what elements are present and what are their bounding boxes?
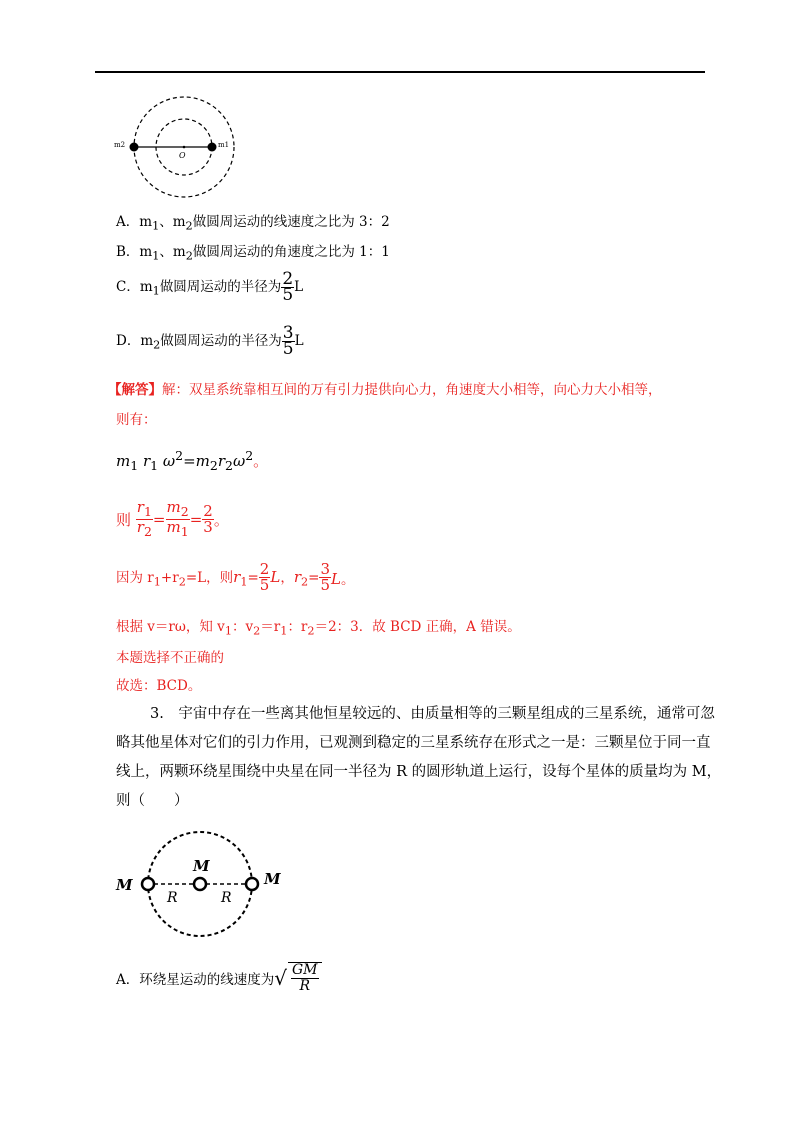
star-center: [194, 878, 206, 890]
label-right-M: M: [264, 870, 281, 888]
option-b: B．$m_1$、$m_2$做圆周运动的角速度之比为 1：1: [116, 244, 390, 263]
option-d: D．$m_2$做圆周运动的半径为 $\frac{3}{5}$ L: [116, 323, 304, 359]
option-a: A．$m_1$、$m_2$做圆周运动的线速度之比为 3：2: [116, 214, 390, 233]
label-right-R: R: [221, 890, 232, 906]
question-3-line-1: 3. 宇宙中存在一些离其他恒星较远的、由质量相等的三颗星组成的三星系统，通常可忽: [150, 706, 715, 722]
label-O: O: [179, 151, 186, 160]
label-left-M: M: [116, 876, 133, 894]
label-center-M: M: [193, 857, 210, 875]
answer-tag: 【解答】: [108, 382, 162, 398]
header-rule: [95, 71, 705, 73]
label-left-R: R: [167, 890, 178, 906]
equation-1: $m_1$ $r_1$ $\omega^2=m_2r_2\omega^2$。: [116, 448, 269, 473]
answer-line-5: 本题选择不正确的: [116, 650, 224, 666]
question-3-line-3: 线上，两颗环绕星围绕中央星在同一半径为 R 的圆形轨道上运行，设每个星体的质量均为 M，: [116, 764, 722, 780]
answer-intro-2: 则有：: [116, 412, 157, 428]
label-m2: m2: [114, 141, 126, 149]
equation-2: 则 $\frac{r_1}{r_2}$ = $\frac{m_2}{m_1}$ = $\frac{2}{3}$ 。: [116, 498, 229, 539]
center-point: [183, 146, 186, 149]
question-3-line-4: 则（ ）: [116, 793, 189, 809]
star-m1: [208, 143, 217, 152]
question-3-line-2: 略其他星体对它们的引力作用，已观测到稳定的三星系统存在形式之一是：三颗星位于同一直: [116, 735, 711, 751]
three-star-figure: [110, 830, 290, 942]
binary-star-figure: [112, 95, 242, 205]
star-m2: [130, 143, 139, 152]
answer-intro: 【解答】解：双星系统靠相互间的万有引力提供向心力，角速度大小相等，向心力大小相等，: [108, 382, 662, 398]
option-c: C．$m_1$做圆周运动的半径为 $\frac{2}{5}$ L: [116, 269, 304, 305]
star-right: [246, 878, 258, 890]
question-3-option-a: A．环绕星运动的线速度为√ $\frac{GM}{R}$: [116, 962, 322, 994]
equation-3: 因为 $r_1+r_2=L$，则$r_1=$ $\frac{2}{5}$ L，$r_2=$ $\frac{3}{5}$ L。: [116, 560, 355, 594]
star-left: [142, 878, 154, 890]
label-m1: m1: [218, 141, 230, 149]
answer-line-6: 故选：BCD。: [116, 678, 202, 694]
question-3: [116, 700, 722, 816]
answer-line-4: 根据 v＝rω，知 $v_1$：$v_2=r_1$：$r_2=2$：3．故 BCD 正确，A 错误。: [116, 619, 521, 638]
